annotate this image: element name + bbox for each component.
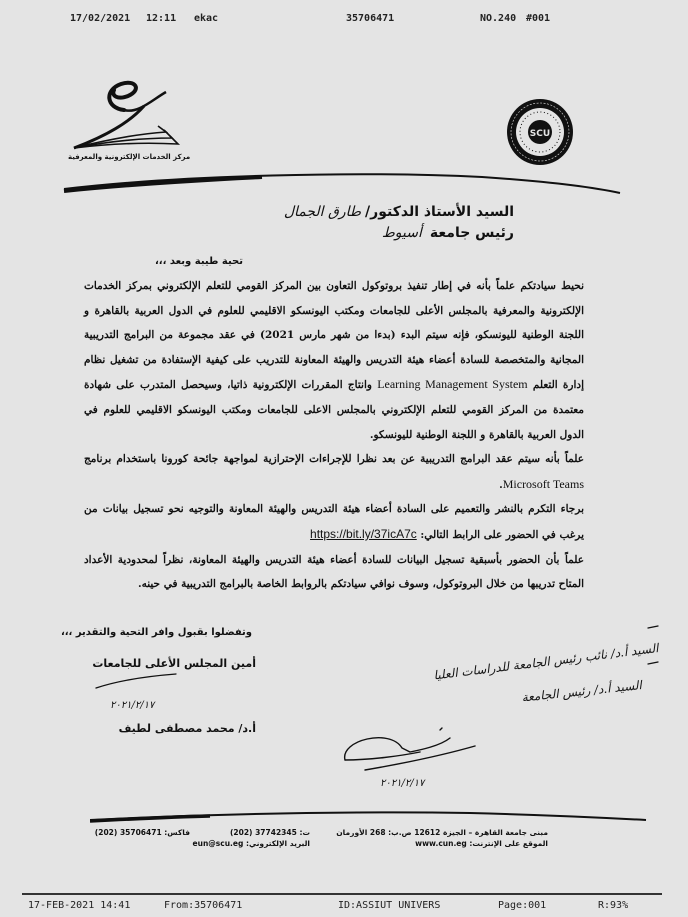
logo-caption: مركز الخدمات الإلكترونية والمعرفية [68,153,191,161]
fax-job-number: NO.240 [480,13,517,24]
fax-footer-rule [22,893,662,895]
fax-sender-tag: ekac [194,13,219,24]
fax-id: ID:ASSIUT UNIVERS [338,900,441,911]
fax-page-number: #001 [526,13,551,24]
body-paragraph-4: علماً بأن الحضور بأسبقية تسجيل البيانات للسادة أعضاء هيئة التدريس والهيئة المعاونة، نظراً لمحدودية الأعداد المتاح تدريبها من خلال البروتوكول، وسوف نوافي سيادتكم بالروابط الخاصة بالبرامج التدريبية في حينه. [84,553,584,591]
seal-text: SCU [529,129,551,139]
paragraph-3-text: برجاء التكرم بالنشر والتعميم على السادة أعضاء هيئة التدريس والهيئة المعاونة والتوجيه نحو تسجيل بيانات من يرغب في الحضور على الرابط التالي: [84,503,584,541]
footer-phone: ت: 37742345 (202) [229,828,310,837]
footer-fax: فاكس: 35706471 (202) [94,828,190,837]
website-label: الموقع على الإنترنت: [469,839,548,848]
paragraph-1-text-b: وانتاج المقررات الإلكترونية ذاتيا، وسيحصل المتدرب على شهادة معتمدة من المركز القومي للتعلم الإلكتروني بالمجلس الاعلى للجامعات ومكتب اليونسكو الاقليمي للعلوم في الدول العربية بالقاهرة و اللجنة الوطنية لليونسكو. [84,379,584,441]
letter-body [84,274,584,597]
footer-email-row [193,838,310,849]
footer-divider [90,808,650,826]
fax-from: From:35706471 [164,900,243,911]
handwritten-note-line-2: السيد أ.د/ رئيس الجامعة [521,678,643,705]
addressee-salutation [284,203,514,221]
body-paragraph-2: علماً بأنه سيتم عقد البرامج التدريبية عن بعد نظرا للإجراءات الإحترازية لمواجهة جائحة كورونا باستخدام برنامج Microsoft Teams. [84,453,584,491]
scu-seal-icon [505,97,575,167]
paragraph-1-text-a: نحيط سيادتكم علماً بأنه في إطار تنفيذ بروتوكول التعاون بين المركز القومي للتعلم الإلكتروني بمركز الخدمات الإلكترونية والمعرفية بالمجلس الأعلى للجامعات ومكتب اليونسكو الاقليمي للعلوم في الدول العربية بالقاهرة و اللجنة الوطنية لليونسكو، فإنه سيتم البدء (بدءا من شهر مارس 2021) في عقد مجموعة من البرامج التدريبية المجانية والمتخصصة للسادة أعضاء هيئة التدريس والهيئة المعاونة للتدريب على كيفية الإستفادة من تشغيل نظام إدارة التعلم [84,280,585,392]
email-link[interactable]: eun@scu.eg [192,839,244,848]
handwritten-date-right: ٢٠٢١/٢/١٧ [380,778,425,789]
footer-website-row [336,838,548,849]
handwritten-note-line-1: السيد أ.د/ نائب رئيس الجامعة للدراسات العليا [432,641,659,683]
fax-received-datetime: 17-FEB-2021 14:41 [28,900,131,911]
fax-number: 35706471 [346,13,395,24]
registration-link[interactable]: https://bit.ly/37icA7c [310,526,417,541]
closing-line: وتفضلوا بقبول وافر التحية والتقدير ،،، [60,627,252,638]
paragraph-2-text: علماً بأنه سيتم عقد البرامج التدريبية عن بعد نظرا للإجراءات الإحترازية لمواجهة جائحة كورونا باستخدام برنامج [84,453,584,466]
header-divider [62,167,622,195]
body-paragraph-3 [84,497,584,547]
footer-address-block [336,827,548,849]
fax-resolution: R:93% [598,900,629,911]
salutation-label: السيد الأستاذ الدكتور/ [365,204,514,220]
addressee-name-handwritten: طارق الجمال [283,204,362,220]
website-link[interactable]: www.cun.eg [415,839,467,848]
fax-header [0,10,688,26]
addressee-role [382,224,514,242]
signer-title: أمين المجلس الأعلى للجامعات [92,657,256,670]
lms-term: Learning Management System [377,377,528,392]
microsoft-teams-term: Microsoft Teams [502,476,584,491]
fax-footer [0,898,688,914]
fax-time: 12:11 [146,13,177,24]
email-label: البريد الإلكتروني: [246,839,310,848]
signer-name: أ.د/ محمد مصطفى لطيف [118,722,256,735]
fax-page: Page:001 [498,900,547,911]
e-learning-logo-icon [66,70,196,152]
greeting: تحية طيبة وبعد ،،، [155,256,243,267]
handwritten-date-left: ٢٠٢١/٢/١٧ [110,700,155,711]
role-label: رئيس جامعة [429,225,514,241]
footer-phone-block [193,827,310,849]
university-handwritten: أسيوط [381,225,422,241]
body-paragraph-1 [84,274,584,447]
handwritten-signature-icon [345,728,475,770]
fax-date: 17/02/2021 [70,13,131,24]
footer-address: مبنى جامعة القاهرة – الجيزة 12612 ص.ب: 268 الأورمان [336,828,548,837]
